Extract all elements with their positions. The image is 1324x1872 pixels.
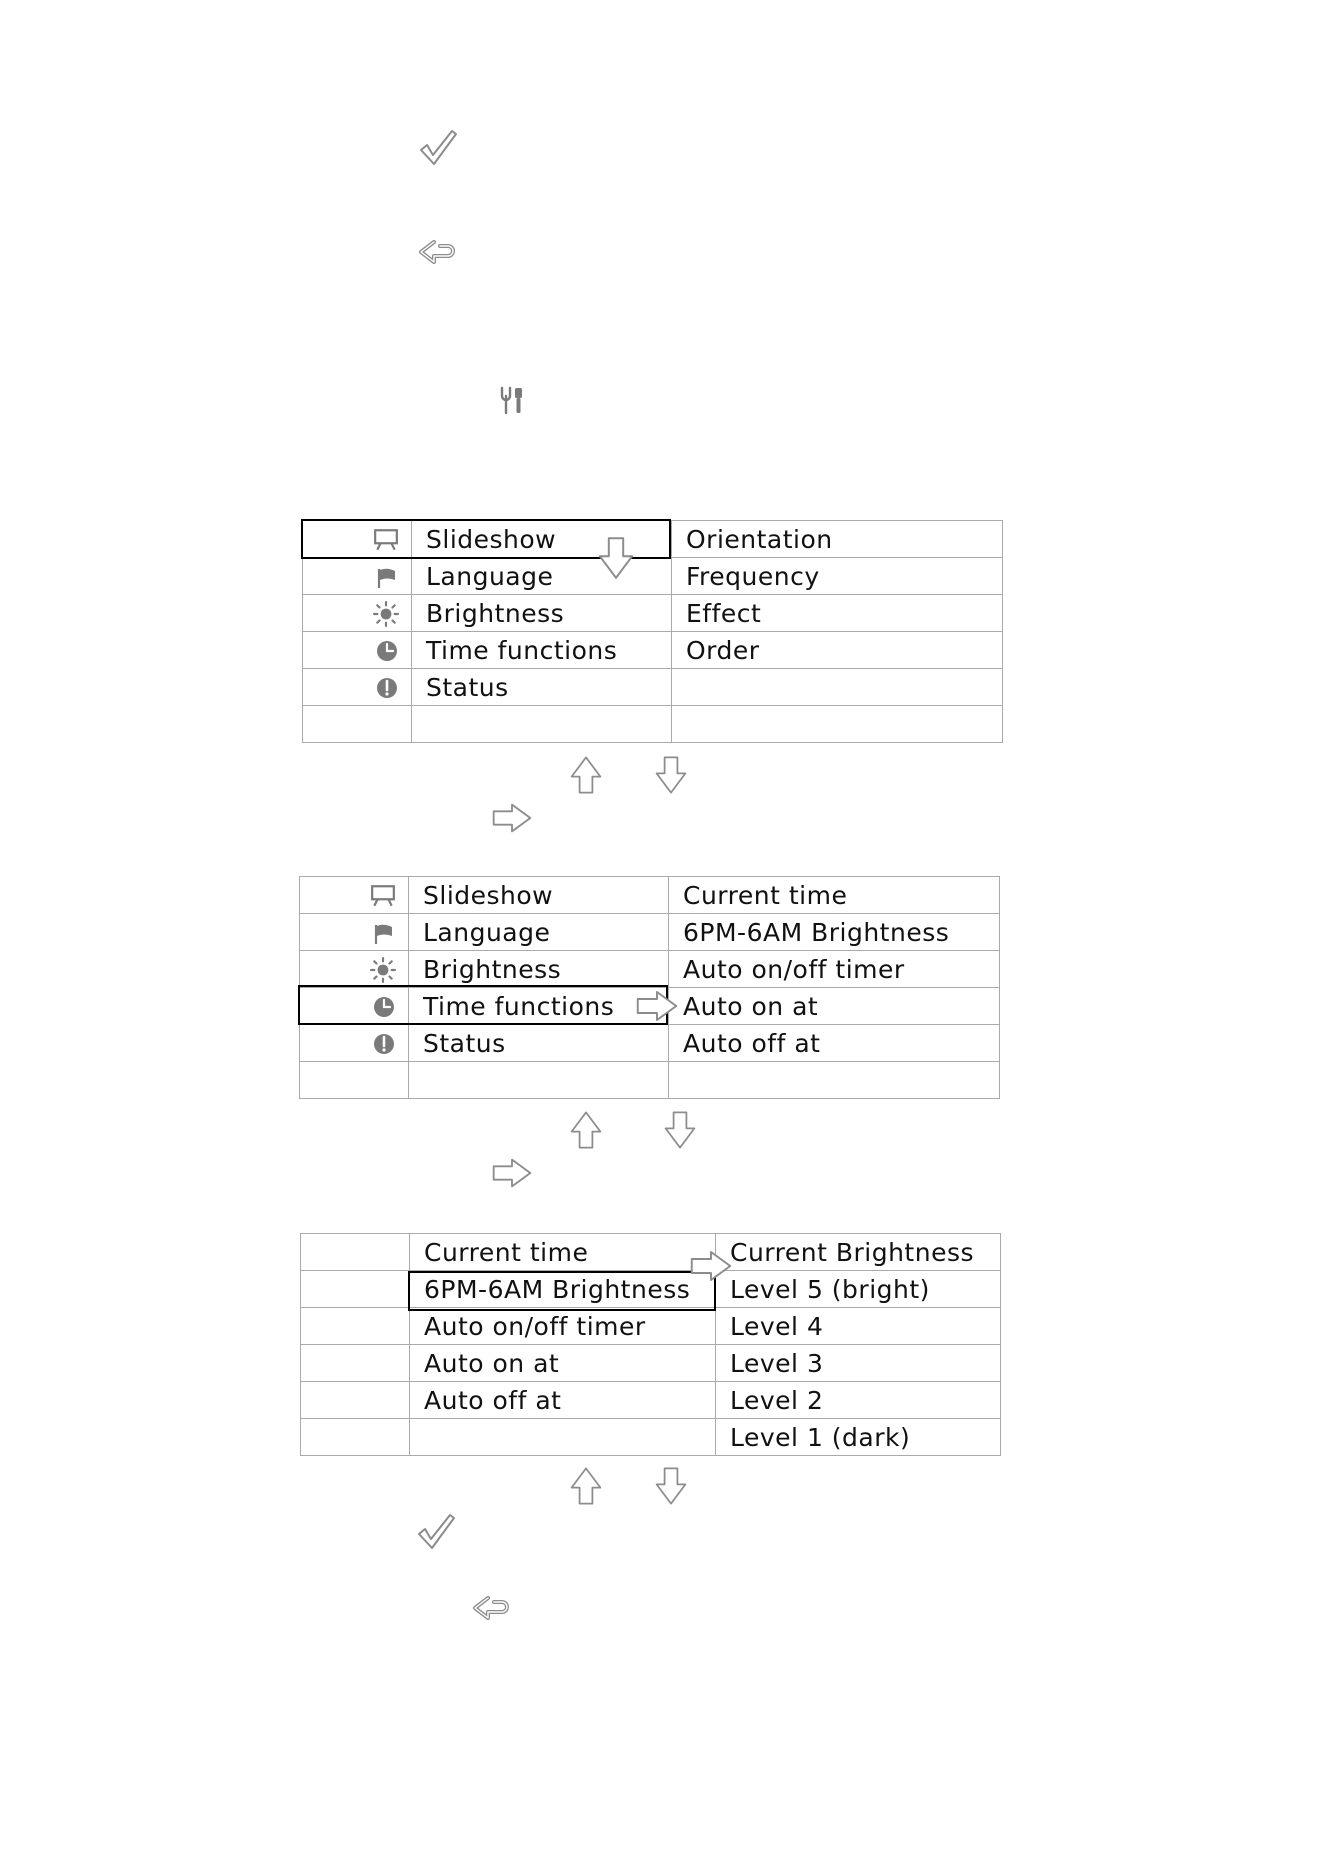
arrow-right-icon [492, 1158, 532, 1188]
submenu-item[interactable]: Current Brightness [716, 1234, 1001, 1271]
menu-item-label[interactable]: 6PM-6AM Brightness [410, 1271, 716, 1308]
submenu-item[interactable]: Level 3 [716, 1345, 1001, 1382]
empty-cell [300, 1062, 409, 1099]
submenu-item[interactable]: Level 1 (dark) [716, 1419, 1001, 1456]
slideshow-icon [300, 877, 409, 914]
empty-cell [301, 1382, 410, 1419]
submenu-item[interactable]: Auto on/off timer [669, 951, 1000, 988]
menu-row-level-1[interactable] [301, 1419, 1001, 1456]
submenu-item[interactable]: Frequency [672, 558, 1003, 595]
menu-item-label[interactable]: Brightness [409, 951, 669, 988]
submenu-item[interactable]: Level 4 [716, 1308, 1001, 1345]
arrow-down-icon [655, 755, 687, 795]
menu-item-label[interactable]: Auto on at [410, 1345, 716, 1382]
menu-row-brightness[interactable] [300, 951, 1000, 988]
arrow-up-icon [570, 755, 602, 795]
menu-item-label[interactable]: Language [409, 914, 669, 951]
menu-item-label[interactable]: Auto on/off timer [410, 1308, 716, 1345]
table-row-empty [303, 706, 1003, 743]
menu-item-label[interactable]: Time functions [409, 988, 669, 1025]
submenu-item[interactable]: Current time [669, 877, 1000, 914]
empty-cell [301, 1345, 410, 1382]
menu-item-label[interactable]: Status [412, 669, 672, 706]
back-return-icon [472, 1594, 516, 1624]
empty-cell [301, 1234, 410, 1271]
empty-cell [669, 1062, 1000, 1099]
slideshow-icon [303, 521, 412, 558]
submenu-item[interactable]: Order [672, 632, 1003, 669]
clock-icon [300, 988, 409, 1025]
table-row-empty [300, 1062, 1000, 1099]
menu-row-6pm-6am-brightness[interactable] [301, 1271, 1001, 1308]
menu-row-brightness[interactable] [303, 595, 1003, 632]
menu-row-status[interactable] [303, 669, 1003, 706]
menu-row-current-time[interactable] [301, 1234, 1001, 1271]
arrow-up-icon [570, 1466, 602, 1506]
submenu-item[interactable] [672, 669, 1003, 706]
menu-item-label[interactable]: Time functions [412, 632, 672, 669]
submenu-item[interactable]: Level 5 (bright) [716, 1271, 1001, 1308]
empty-cell [672, 706, 1003, 743]
arrow-down-icon [664, 1110, 696, 1150]
menu-row-slideshow[interactable] [303, 521, 1003, 558]
flag-icon [300, 914, 409, 951]
menu-row-slideshow[interactable] [300, 877, 1000, 914]
empty-cell [303, 706, 412, 743]
menu-item-label[interactable]: Auto off at [410, 1382, 716, 1419]
submenu-item[interactable]: Level 2 [716, 1382, 1001, 1419]
empty-cell [301, 1271, 410, 1308]
menu-row-status[interactable] [300, 1025, 1000, 1062]
menu-row-language[interactable] [303, 558, 1003, 595]
brightness-sun-icon [303, 595, 412, 632]
submenu-item[interactable]: Auto off at [669, 1025, 1000, 1062]
arrow-right-icon [492, 803, 532, 833]
menu-item-label[interactable]: Current time [410, 1234, 716, 1271]
arrow-down-icon [598, 536, 634, 580]
checkmark-icon [418, 128, 458, 168]
arrow-up-icon [570, 1110, 602, 1150]
menu-item-label[interactable]: Language [412, 558, 672, 595]
setup-tools-icon [498, 386, 528, 416]
status-info-icon [303, 669, 412, 706]
arrow-right-icon [690, 1250, 732, 1282]
menu-item-label[interactable]: Slideshow [409, 877, 669, 914]
flag-icon [303, 558, 412, 595]
menu-row-auto-on-at[interactable] [301, 1345, 1001, 1382]
settings-menu-table-2 [299, 876, 1000, 1099]
brightness-sun-icon [300, 951, 409, 988]
empty-cell [412, 706, 672, 743]
submenu-item[interactable]: Effect [672, 595, 1003, 632]
back-return-icon [418, 238, 462, 268]
submenu-item[interactable]: Orientation [672, 521, 1003, 558]
empty-cell [301, 1308, 410, 1345]
submenu-item[interactable]: Auto on at [669, 988, 1000, 1025]
menu-item-label[interactable]: Slideshow [412, 521, 672, 558]
menu-item-label[interactable]: Status [409, 1025, 669, 1062]
arrow-down-icon [655, 1466, 687, 1506]
settings-menu-table-1 [302, 520, 1003, 743]
menu-row-language[interactable] [300, 914, 1000, 951]
submenu-item[interactable]: 6PM-6AM Brightness [669, 914, 1000, 951]
arrow-right-icon [636, 990, 678, 1022]
checkmark-icon [416, 1512, 456, 1552]
status-info-icon [300, 1025, 409, 1062]
clock-icon [303, 632, 412, 669]
empty-cell [409, 1062, 669, 1099]
menu-row-auto-off-at[interactable] [301, 1382, 1001, 1419]
empty-cell [410, 1419, 716, 1456]
menu-item-label[interactable]: Brightness [412, 595, 672, 632]
empty-cell [301, 1419, 410, 1456]
settings-menu-table-3 [300, 1233, 1001, 1456]
menu-row-time-functions[interactable] [303, 632, 1003, 669]
menu-row-auto-on-off-timer[interactable] [301, 1308, 1001, 1345]
